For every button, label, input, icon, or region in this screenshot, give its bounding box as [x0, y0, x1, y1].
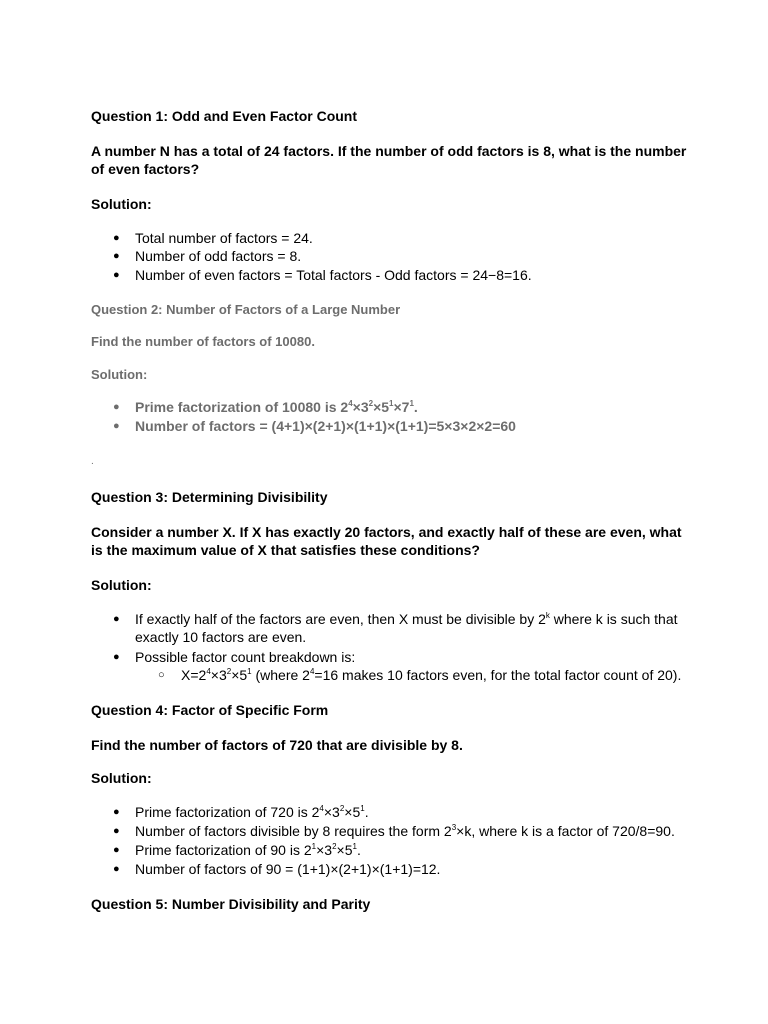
bullet-icon: ● [113, 420, 120, 432]
bullet-icon: ● [113, 232, 120, 244]
q2-solution-label: Solution: [91, 367, 148, 382]
bullet-icon: ● [113, 250, 120, 262]
q2-title: Question 2: Number of Factors of a Large Number [91, 302, 401, 317]
q3-item-1: If exactly half of the factors are even, then X must be divisible by 2$^k$ where k is such that [135, 611, 678, 627]
bullet-icon: ● [113, 613, 120, 625]
q4-item-3: Prime factorization of 90 is $2^1\times 3^2\times 5^1$. [135, 842, 361, 858]
q3-problem-line1: Consider a number X. If X has exactly 20 factors, and exactly half of these are even, what [91, 524, 682, 540]
q1-item-1: Total number of factors = 24. [135, 230, 313, 246]
q1-solution-label: Solution: [91, 196, 152, 212]
bullet-icon: ● [113, 863, 120, 875]
q3-solution-label: Solution: [91, 577, 152, 593]
bullet-icon: ● [113, 825, 120, 837]
q3-item-2: Possible factor count breakdown is: [135, 649, 356, 665]
q4-item-4: Number of factors of 90 = (1+1)×(2+1)×(1+1)=12. [135, 861, 441, 877]
q3-item-1-line2: exactly 10 factors are even. [135, 629, 307, 645]
q1-problem-line2: of even factors? [91, 161, 200, 177]
q3-sub-item-1: $X=2^4\times 3^2\times 5^1$ (where $2^4=16$ makes 10 factors even, for the total factor count of 20). [181, 667, 682, 683]
q2-problem: Find the number of factors of 10080. [91, 334, 315, 349]
q3-title: Question 3: Determining Divisibility [91, 489, 328, 505]
bullet-icon: ● [113, 269, 120, 281]
bullet-icon: ● [113, 806, 120, 818]
q4-problem: Find the number of factors of 720 that are divisible by 8. [91, 737, 463, 753]
q1-item-3: Number of even factors = Total factors - Odd factors = 24−8=16. [135, 267, 532, 283]
hollow-circle-icon: ○ [158, 669, 165, 681]
bullet-icon: ● [113, 651, 120, 663]
q4-item-2: Number of factors divisible by 8 requires the form $2^3\times k$, where k is a factor of 720/8=90. [135, 823, 675, 839]
q5-title: Question 5: Number Divisibility and Parity [91, 896, 371, 912]
q4-item-1: Prime factorization of 720 is $2^4\times 3^2\times 5^1$. [135, 804, 369, 820]
q1-title: Question 1: Odd and Even Factor Count [91, 108, 358, 124]
q3-problem-line2: is the maximum value of X that satisfies these conditions? [91, 542, 480, 558]
q2-item-1: Prime factorization of 10080 is $2^4\times 3^2\times 5^1\times 7^1$. [135, 399, 418, 415]
bullet-icon: ● [113, 844, 120, 856]
q1-item-2: Number of odd factors = 8. [135, 248, 302, 264]
q4-solution-label: Solution: [91, 770, 152, 786]
bullet-icon: ● [113, 401, 120, 413]
q2-item-2: Number of factors = (4+1)×(2+1)×(1+1)×(1+1)=5×3×2×2=60 [135, 418, 516, 434]
q1-problem-line1: A number N has a total of 24 factors. If the number of odd factors is 8, what is the number [91, 143, 687, 159]
q4-title: Question 4: Factor of Specific Form [91, 702, 329, 718]
stray-dot: . [91, 456, 94, 467]
